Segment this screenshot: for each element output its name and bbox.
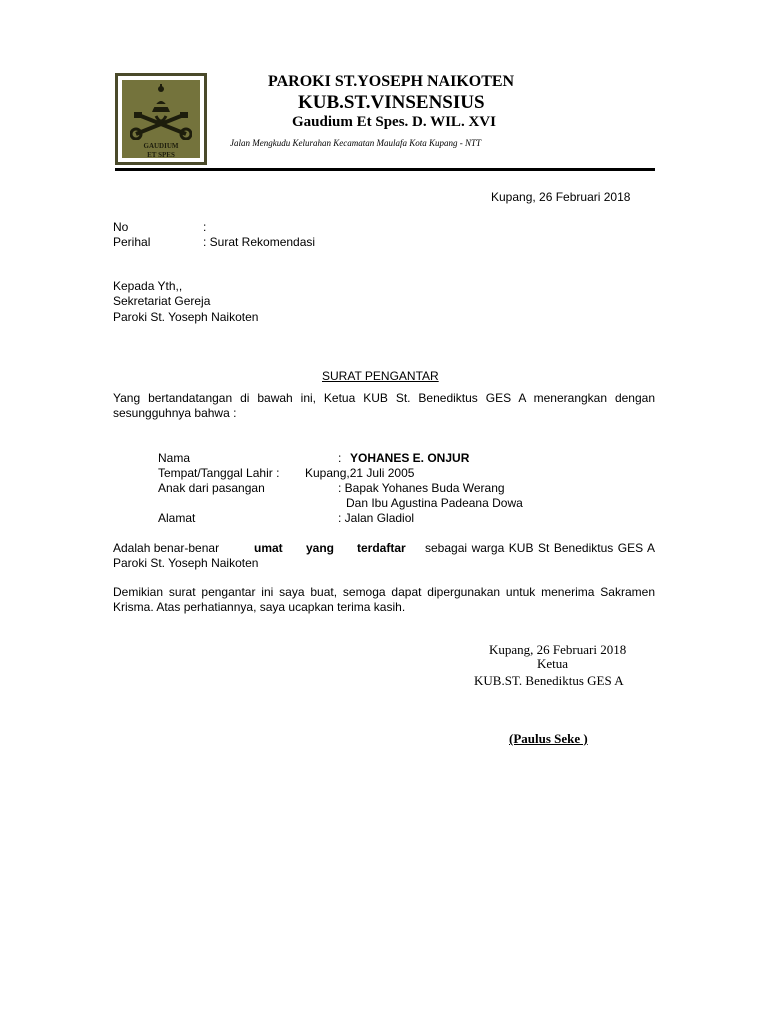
no-label: No	[113, 220, 129, 234]
nama-colon: :	[338, 451, 342, 465]
recipient-line1: Kepada Yth,,	[113, 279, 183, 293]
header-divider	[115, 168, 655, 171]
perihal-label: Perihal	[113, 235, 151, 249]
perihal-value: : Surat Rekomendasi	[203, 235, 316, 249]
nama-label: Nama	[158, 451, 191, 465]
parents-value-mother: Dan Ibu Agustina Padeana Dowa	[346, 496, 523, 510]
intro-paragraph: Yang bertandatangan di bawah ini, Ketua KUB St. Benediktus GES A menerangkan dengan sesungguhnya bahwa :	[113, 391, 655, 420]
logo-motto-line1: GAUDIUM	[143, 142, 179, 150]
sign-org: KUB.ST. Benediktus GES A	[474, 673, 624, 688]
letter-title: SURAT PENGANTAR	[322, 369, 439, 383]
parish-logo	[115, 73, 207, 165]
logo-motto-line2: ET SPES	[147, 151, 175, 159]
closing-paragraph: Demikian surat pengantar ini saya buat, semoga dapat dipergunakan untuk menerima Sakramen Krisma. Atas perhatiannya, saya ucapkan terima kasih.	[113, 585, 655, 614]
parents-value-father: : Bapak Yohanes Buda Werang	[338, 481, 505, 495]
statement-pre: Adalah benar-benar	[113, 541, 220, 555]
place-date: Kupang, 26 Februari 2018	[491, 190, 631, 204]
statement-post: sebagai warga KUB St Benediktus GES A Paroki St. Yoseph Naikoten	[113, 541, 655, 570]
recipient-line3: Paroki St. Yoseph Naikoten	[113, 310, 259, 324]
parents-label: Anak dari pasangan	[158, 481, 265, 495]
parish-name: PAROKI ST.YOSEPH NAIKOTEN	[268, 73, 515, 90]
address: Jalan Mengkudu Kelurahan Kecamatan Maulafa Kota Kupang - NTT	[230, 138, 481, 148]
ttl-value: Kupang,21 Juli 2005	[305, 466, 415, 480]
alamat-label: Alamat	[158, 511, 196, 525]
alamat-value: : Jalan Gladiol	[338, 511, 415, 525]
sign-role: Ketua	[537, 656, 569, 671]
region-name: Gaudium Et Spes. D. WIL. XVI	[292, 114, 496, 130]
nama-value: YOHANES E. ONJUR	[350, 451, 470, 465]
sign-date: Kupang, 26 Februari 2018	[489, 642, 627, 657]
signer-name: (Paulus Seke )	[509, 731, 588, 746]
community-name: KUB.ST.VINSENSIUS	[298, 92, 485, 113]
papal-keys-icon	[130, 82, 192, 140]
ttl-label: Tempat/Tanggal Lahir :	[158, 466, 280, 480]
no-value: :	[203, 220, 207, 234]
statement-bold-umat: umat	[254, 541, 283, 555]
statement-bold-terdaftar: terdaftar	[357, 541, 406, 555]
statement-bold-yang: yang	[306, 541, 335, 555]
recipient-line2: Sekretariat Gereja	[113, 294, 211, 308]
